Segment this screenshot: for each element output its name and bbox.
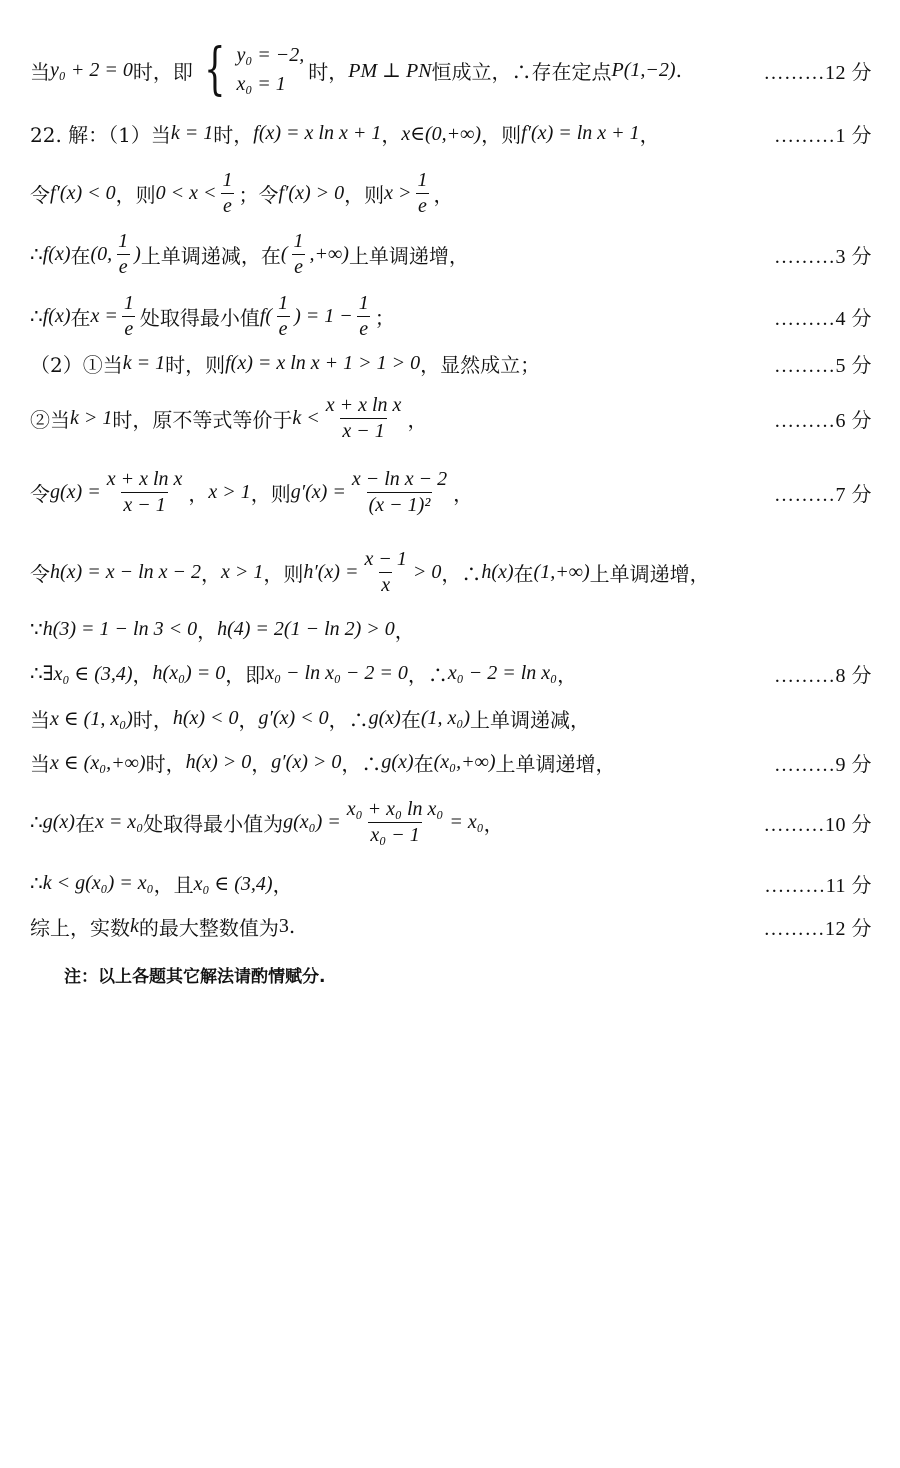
score-mark: ………11 分 [764,874,872,897]
solution-line-4: ∴ f(x) 在 (0, $\frac{1}{e}$ ) 上单调递减，在 ( $\frac{1}{e}$ ,+∞) 上单调递增， ………3 分 [30,229,872,278]
fraction: $\frac{\text{x + x ln x}}{x - 1}$ [325,393,402,442]
score-mark: ………12 分 [763,61,872,84]
solution-line-11: ∴ ∃x₀ ∈ (3,4) ， h(x₀) = 0 ，即 x₀ − ln x₀ − 2 = 0 ，∴ x₀ − 2 = ln x₀ ， ………8 分 [30,658,872,688]
fraction: $\frac{1}{e}$ [358,291,369,340]
grading-note: 注：以上各题其它解法请酌情赋分. [64,967,326,987]
fraction: $\frac{1}{e}$ [123,291,134,340]
score-mark: ………6 分 [774,409,872,432]
solution-line-9: 令 h(x) = x − ln x − 2 ， x > 1 ，则 h′(x) = $\frac{x - 1}{x}$ > 0 ，∴ h(x) 在 (1,+∞) 上单调递增， [30,547,710,596]
solution-line-15: ∴ k < g(x₀) = x₀ ，且 x₀ ∈ (3,4) ， ………11 分 [30,868,872,898]
equation-system: { y₀ = −2, x₀ = 1 [203,37,305,102]
fraction: $\frac{\text{x₀ + x₀ ln x₀}}{\text{x₀ − 1}}$ [346,797,444,846]
fraction: $\frac{1}{e}$ [417,168,428,217]
solution-line-16: 综上，实数 k 的最大整数值为 3 . ………12 分 [30,911,872,941]
solution-line-12: 当 x ∈ (1, x₀) 时， h(x) < 0 ， g′(x) < 0 ，∴ g(x) 在 (1, x₀) 上单调递减， [30,706,590,732]
fraction: $\frac{1}{e}$ [278,291,289,340]
solution-line-13: 当 x ∈ (x₀,+∞) 时， h(x) > 0 ， g′(x) > 0 ，∴ g(x) 在 (x₀,+∞) 上单调递增， ………9 分 [30,747,872,777]
solution-line-6: （2）①当 k = 1 时，则 f(x) = x ln x + 1 > 1 > 0 ，显然成立； ………5 分 [30,348,872,378]
solution-line-2: 22. 解：（1）当 k = 1 时， f(x) = x ln x + 1 ， x∈(0,+∞) ，则 f′(x) = ln x + 1 ， ………1 分 [30,118,872,148]
score-mark: ………9 分 [774,753,872,776]
solution-line-3: 令 f′(x) < 0 ，则 0 < x < $\frac{1}{e}$ ；令 f′(x) > 0 ，则 x > $\frac{1}{e}$ ， [30,168,454,217]
fraction: $\frac{\text{x − ln x − 2}}{\text{(x − 1)²}}$ [351,467,448,516]
score-mark: ………8 分 [774,664,872,687]
solution-line-8: 令 g(x) = $\frac{\text{x + x ln x}}{x - 1}$ ， x > 1 ，则 g′(x) = $\frac{\text{x − ln x − 2}}{\text{(x − 1)²}}$ ， ………7 分 [30,467,872,516]
score-mark: ………7 分 [774,483,872,506]
fraction: $\frac{1}{e}$ [118,229,129,278]
solution-line-7: ②当 k > 1 时，原不等式等价于 k < $\frac{\text{x + x ln x}}{x - 1}$ ， ………6 分 [30,393,872,442]
fraction: $\frac{1}{e}$ [293,229,304,278]
fraction: $\frac{x - 1}{x}$ [364,547,407,596]
solution-line-1: 当 y₀ + 2 = 0 时，即 { y₀ = −2, x₀ = 1 时， PM ⊥ PN 恒成立，∴存在定点 P(1,−2) . ………12 分 [30,37,872,102]
fraction: $\frac{\text{x + x ln x}}{x - 1}$ [106,467,183,516]
score-mark: ………10 分 [763,813,872,836]
score-mark: ………5 分 [774,354,872,377]
score-mark: ………12 分 [763,917,872,940]
solution-line-14: ∴ g(x) 在 x = x₀ 处取得最小值为 g(x₀) = $\frac{\text{x₀ + x₀ ln x₀}}{\text{x₀ − 1}}$ = x₀ ， ………10 分 [30,797,872,846]
fraction: $\frac{1}{e}$ [222,168,233,217]
score-mark: ………4 分 [774,307,872,330]
solution-line-5: ∴ f(x) 在 x = $\frac{1}{e}$ 处取得最小值 f( $\frac{1}{e}$ ) = 1 − $\frac{1}{e}$ ； ………4 分 [30,291,872,340]
score-mark: ………3 分 [774,245,872,268]
score-mark: ………1 分 [774,124,872,147]
solution-line-10: ∵ h(3) = 1 − ln 3 < 0 ， h(4) = 2(1 − ln 2) > 0 ， [30,617,415,643]
